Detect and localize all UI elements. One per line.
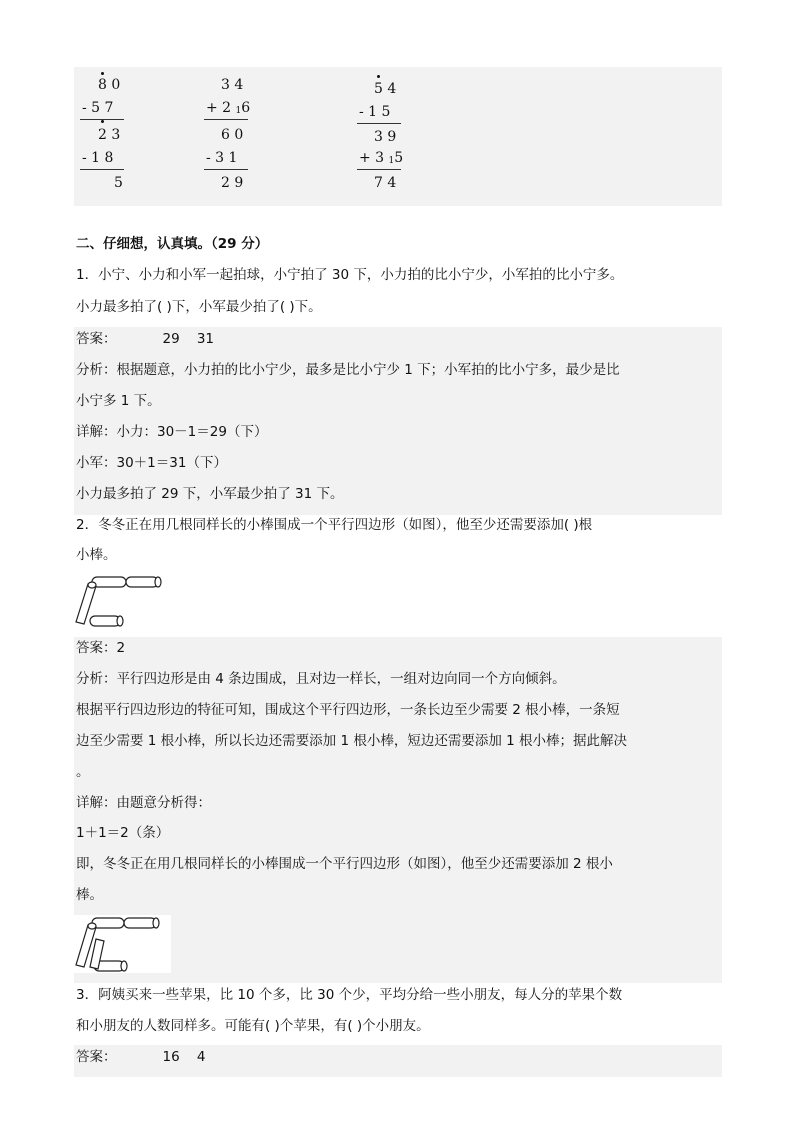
q2-answer: 答案：2 [76,640,126,656]
q3-answer [76,1047,205,1067]
q1-text-line1: 1．小宁、小力和小军一起拍球，小宁拍了 30 下，小力拍的比小宁少，小军拍的比小宁多。 [76,267,624,283]
q3-text-line2: 和小朋友的人数同样多。可能有( )个苹果，有( )个小朋友。 [76,1018,430,1034]
sticks-figure-1 [74,574,164,630]
q1-answer-label: 答案： [76,331,117,347]
calc-block-bg [74,67,722,206]
q1-text-line2: 小力最多拍了( )下，小军最少拍了( )下。 [76,299,322,315]
q1-detail-line3: 小力最多拍了 29 下，小军最少拍了 31 下。 [76,486,344,502]
q2-detail-line3: 即，冬冬正在用几根同样长的小棒围成一个平行四边形（如图），他至少还需要添加 2 根小 [76,856,613,872]
q2-analysis-line4: 。 [76,764,90,780]
q2-analysis-line1: 分析：平行四边形是由 4 条边围成，且对边一样长，一组对边向同一个方向倾斜。 [76,671,566,687]
q2-detail-line4: 棒。 [76,887,103,903]
q1-answer-value: 29 31 [162,331,215,347]
q3-answer-label: 答案： [76,1049,117,1065]
q3-answer-value: 16 4 [162,1049,206,1065]
q1-analysis-line1: 分析：根据题意，小力拍的比小宁少，最多是比小宁少 1 下；小军拍的比小宁多，最少是比 [76,362,620,378]
q1-analysis-line2: 小宁多 1 下。 [76,393,161,409]
q1-detail-line2: 小军：30＋1＝31（下） [76,455,227,471]
q2-detail-line2: 1＋1＝2（条） [76,825,170,841]
q1-detail-line1: 详解：小力：30－1＝29（下） [76,424,268,440]
q2-analysis-line2: 根据平行四边形边的特征可知，围成这个平行四边形，一条长边至少需要 2 根小棒，一条短 [76,702,620,718]
sticks-figure-2 [74,915,174,973]
q2-text-line2: 小棒。 [76,547,117,563]
q2-analysis-line3: 边至少需要 1 根小棒，所以长边还需要添加 1 根小棒，短边还需要添加 1 根小棒；据此解决 [76,733,628,749]
q2-text-line1: 2．冬冬正在用几根同样长的小棒围成一个平行四边形（如图），他至少还需要添加( )根 [76,517,593,533]
q3-text-line1: 3．阿姨买来一些苹果，比 10 个多，比 30 个少，平均分给一些小朋友，每人分的苹果个数 [76,987,623,1003]
section-title: 二、仔细想，认真填。（29 分） [76,236,269,252]
q2-detail-line1: 详解：由题意分析得： [76,795,211,811]
q1-answer [76,329,214,349]
